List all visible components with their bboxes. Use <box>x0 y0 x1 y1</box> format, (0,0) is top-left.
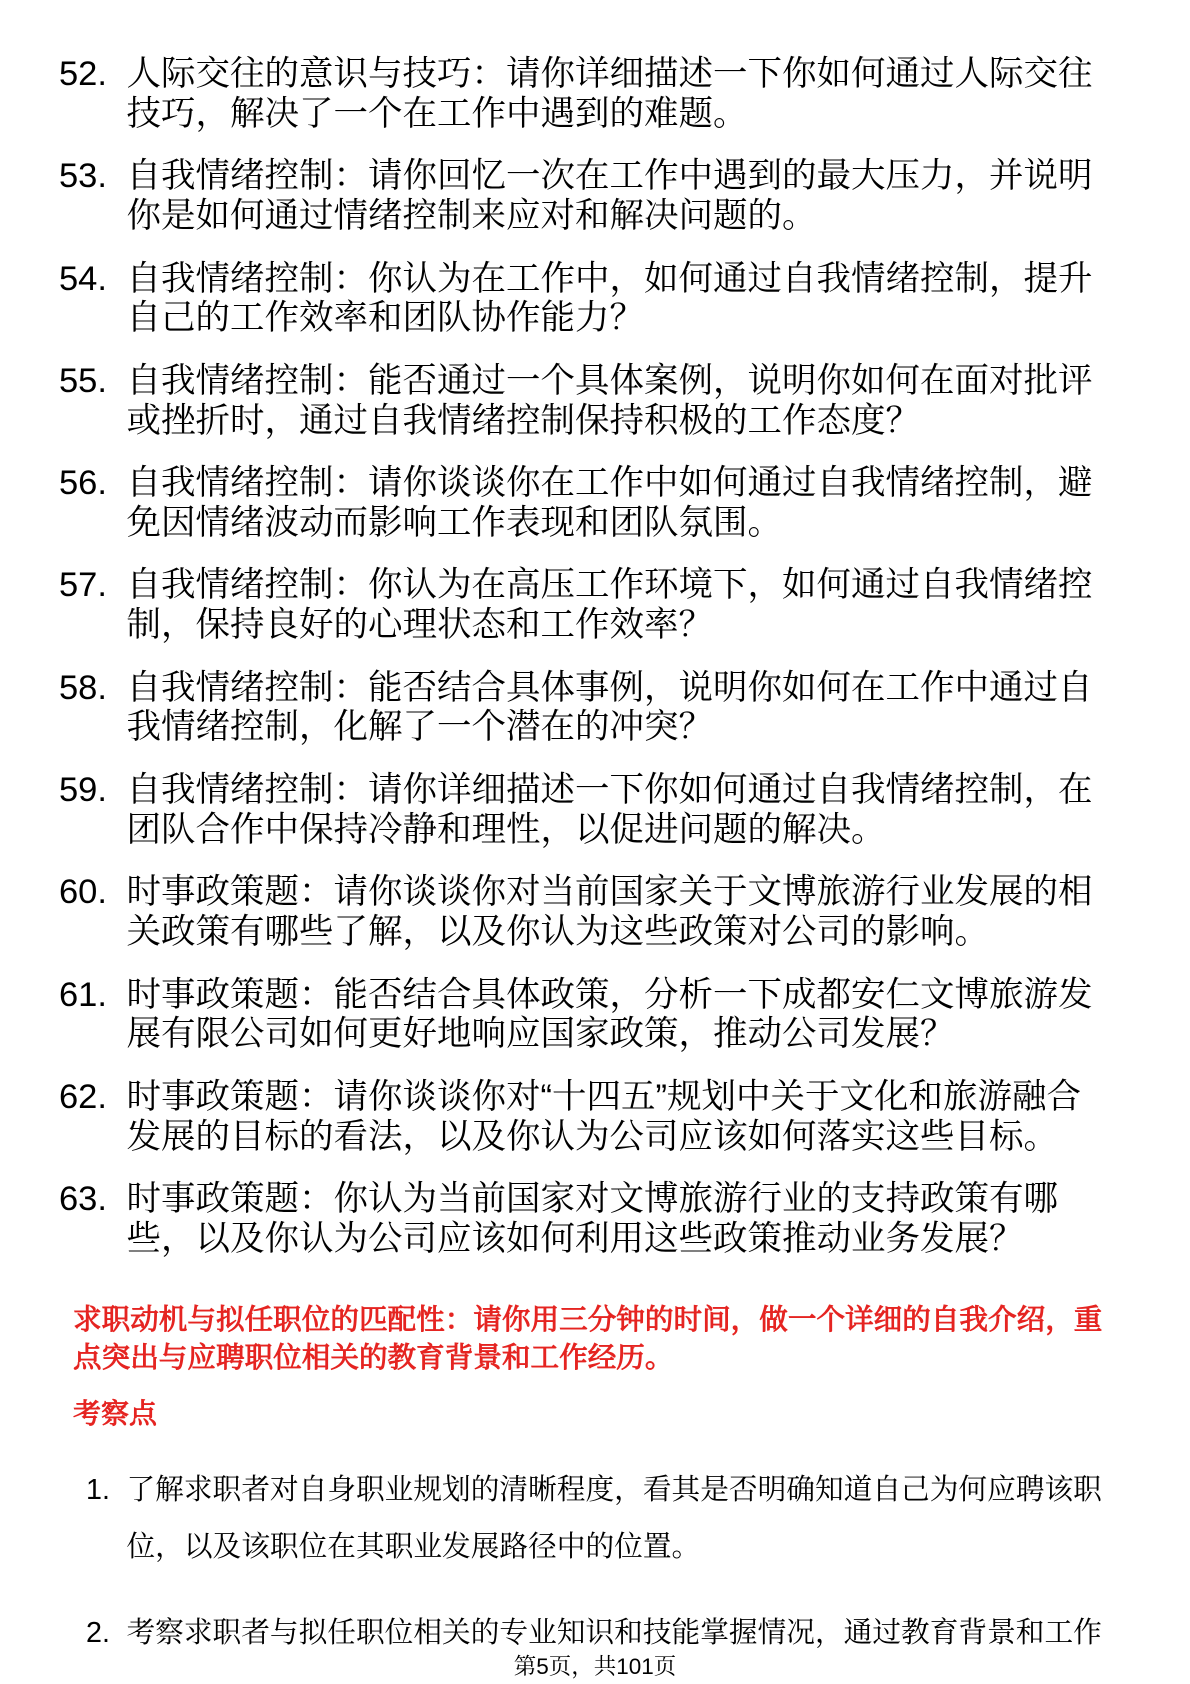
question-item-59 <box>59 771 1139 850</box>
question-number: 55. <box>59 361 107 400</box>
page-number-footer: 第5页，共101页 <box>513 1654 677 1679</box>
question-line: 时事政策题：请你谈谈你对当前国家关于文博旅游行业发展的相 <box>126 873 1093 912</box>
section-heading <box>73 1302 1133 1377</box>
question-text <box>127 669 1093 748</box>
question-item-57 <box>59 566 1139 645</box>
question-number: 54. <box>59 259 107 298</box>
question-line: 时事政策题：能否结合具体政策，分析一下成都安仁文博旅游发 <box>126 975 1093 1014</box>
question-item-54 <box>59 260 1139 339</box>
question-text <box>127 771 1093 850</box>
section-heading-line: 求职动机与拟任职位的匹配性：请你用三分钟的时间，做一个详细的自我介绍，重 <box>73 1304 1103 1336</box>
question-line: 自我情绪控制：请你详细描述一下你如何通过自我情绪控制，在 <box>126 770 1093 809</box>
question-line: 或挫折时，通过自我情绪控制保持积极的工作态度？ <box>126 401 920 440</box>
question-number: 52. <box>59 55 107 93</box>
question-item-62 <box>59 1078 1139 1157</box>
question-number: 58. <box>59 668 107 707</box>
question-number: 53. <box>59 157 107 196</box>
question-line: 制，保持良好的心理状态和工作效率？ <box>126 606 713 645</box>
question-line: 发展的目标的看法，以及你认为公司应该如何落实这些目标。 <box>126 1117 1058 1156</box>
question-text <box>127 55 1093 134</box>
question-line: 时事政策题：请你谈谈你对“十四五”规划中关于文化和旅游融合 <box>126 1077 1081 1116</box>
question-text <box>127 566 1093 645</box>
question-line: 自我情绪控制：能否结合具体事例，说明你如何在工作中通过自 <box>126 668 1093 707</box>
question-list <box>59 55 1139 1282</box>
assessment-point-text <box>127 1605 1102 1662</box>
question-number: 61. <box>59 975 107 1014</box>
question-number: 60. <box>59 873 107 912</box>
assessment-point-line: 考察求职者与拟任职位相关的专业知识和技能掌握情况，通过教育背景和工作 <box>126 1616 1102 1649</box>
question-line: 自我情绪控制：你认为在高压工作环境下，如何通过自我情绪控 <box>126 566 1093 605</box>
question-line: 团队合作中保持冷静和理性，以促进问题的解决。 <box>126 810 886 849</box>
question-line: 免因情绪波动而影响工作表现和团队氛围。 <box>126 503 782 542</box>
question-line: 人际交往的意识与技巧：请你详细描述一下你如何通过人际交往 <box>126 55 1093 93</box>
question-item-55 <box>59 362 1139 441</box>
question-item-58 <box>59 669 1139 748</box>
assessment-point-text <box>127 1462 1102 1576</box>
question-text <box>127 873 1093 952</box>
question-line: 自我情绪控制：请你谈谈你在工作中如何通过自我情绪控制，避 <box>126 464 1093 503</box>
assessment-point-list <box>86 1462 1146 1662</box>
question-line: 你是如何通过情绪控制来应对和解决问题的。 <box>126 196 817 235</box>
question-text <box>127 1078 1081 1157</box>
assessment-point-number: 2. <box>86 1616 110 1649</box>
question-line: 自我情绪控制：请你回忆一次在工作中遇到的最大压力，并说明 <box>126 157 1093 196</box>
question-line: 自我情绪控制：能否通过一个具体案例，说明你如何在面对批评 <box>126 361 1093 400</box>
question-text <box>127 157 1093 236</box>
question-number: 59. <box>59 770 107 809</box>
question-line: 我情绪控制，化解了一个潜在的冲突？ <box>126 708 713 747</box>
assessment-point-line: 了解求职者对自身职业规划的清晰程度，看其是否明确知道自己为何应聘该职 <box>126 1473 1102 1506</box>
question-text <box>127 1180 1059 1259</box>
question-item-60 <box>59 873 1139 952</box>
question-text <box>127 260 1093 339</box>
assessment-point-line: 位，以及该职位在其职业发展路径中的位置。 <box>126 1530 701 1563</box>
assessment-point-number: 1. <box>86 1473 110 1506</box>
question-number: 57. <box>59 566 107 605</box>
question-item-53 <box>59 157 1139 236</box>
question-line: 技巧，解决了一个在工作中遇到的难题。 <box>126 94 748 133</box>
section-subheading: 考察点 <box>73 1398 158 1429</box>
assessment-point-1 <box>86 1462 1146 1576</box>
question-item-52 <box>59 55 1139 134</box>
question-line: 自我情绪控制：你认为在工作中，如何通过自我情绪控制，提升 <box>126 259 1093 298</box>
question-item-61 <box>59 976 1139 1055</box>
section-heading-line: 点突出与应聘职位相关的教育背景和工作经历。 <box>73 1341 674 1374</box>
question-line: 时事政策题：你认为当前国家对文博旅游行业的支持政策有哪 <box>126 1180 1058 1219</box>
question-text <box>127 976 1093 1055</box>
question-number: 63. <box>59 1180 107 1219</box>
question-number: 62. <box>59 1077 107 1116</box>
question-line: 关政策有哪些了解，以及你认为这些政策对公司的影响。 <box>126 912 989 951</box>
question-line: 自己的工作效率和团队协作能力？ <box>126 299 644 338</box>
question-item-56 <box>59 464 1139 543</box>
question-line: 些，以及你认为公司应该如何利用这些政策推动业务发展？ <box>126 1219 1024 1258</box>
question-number: 56. <box>59 464 107 503</box>
question-text <box>127 464 1093 543</box>
question-line: 展有限公司如何更好地响应国家政策，推动公司发展？ <box>126 1015 955 1054</box>
question-text <box>127 362 1093 441</box>
question-item-63 <box>59 1180 1139 1259</box>
assessment-point-2 <box>86 1605 1146 1662</box>
